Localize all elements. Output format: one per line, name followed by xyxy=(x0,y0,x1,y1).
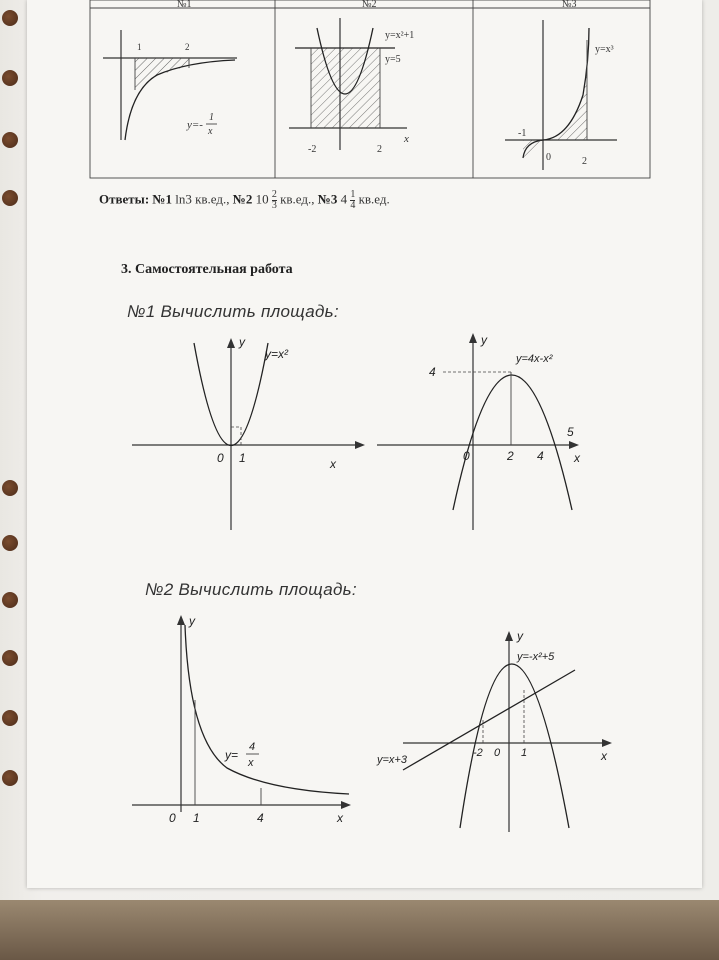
origin-label: 0 xyxy=(463,449,470,463)
shaded-area xyxy=(311,48,380,128)
y-label: y xyxy=(517,629,523,643)
answer-3-whole: 4 xyxy=(340,191,348,207)
binder-hole xyxy=(2,535,18,551)
binder-holes xyxy=(0,0,30,960)
hyperbola-curve xyxy=(185,625,349,794)
fraction-numerator: 1 xyxy=(350,189,356,200)
header-3: №3 xyxy=(562,0,577,10)
tick-1: 1 xyxy=(239,451,246,465)
line-curve xyxy=(403,670,575,770)
fraction-denominator: 3 xyxy=(271,200,277,211)
header-1: №1 xyxy=(177,0,192,10)
origin-label: 0 xyxy=(494,747,501,759)
answer-3-num: №3 xyxy=(317,191,338,207)
eq-parabola: y=x²+1 xyxy=(385,30,415,41)
binder-hole xyxy=(2,650,18,666)
answer-2-whole: 10 xyxy=(255,191,269,207)
y-tick-4: 4 xyxy=(429,365,436,379)
x-axis-arrow xyxy=(569,441,579,449)
answer-3-unit: кв.ед. xyxy=(358,191,390,207)
eq-line: y=5 xyxy=(385,54,401,65)
x-tick-4: 4 xyxy=(257,811,264,825)
table-graph-2 xyxy=(289,18,414,155)
tick-pos: 2 xyxy=(582,156,587,167)
answers-line xyxy=(99,190,619,216)
origin-label: 0 xyxy=(169,811,176,825)
x-label: x xyxy=(404,133,409,145)
eq-num: 1 xyxy=(209,112,214,123)
tick-zero: 0 xyxy=(546,152,551,163)
origin-label: 0 xyxy=(217,451,224,465)
x-axis-arrow xyxy=(602,739,612,747)
table-surface xyxy=(0,898,719,960)
x-label: x xyxy=(337,811,343,825)
x-tick-1: 1 xyxy=(521,747,528,759)
graph-parabola-line xyxy=(376,629,612,832)
binder-hole xyxy=(2,10,18,26)
binder-hole xyxy=(2,70,18,86)
eq-den: x xyxy=(248,757,254,769)
worksheet-page xyxy=(27,0,702,888)
eq-line: y=x+3 xyxy=(377,754,407,766)
eq-cubic: y=x³ xyxy=(595,44,614,55)
x-axis-arrow xyxy=(341,801,351,809)
y-axis-arrow xyxy=(227,338,235,348)
binder-hole xyxy=(2,770,18,786)
parabola-curve xyxy=(460,664,569,828)
binder-hole xyxy=(2,132,18,148)
eq-den: x xyxy=(208,126,213,137)
binder-hole xyxy=(2,592,18,608)
y-axis-arrow xyxy=(177,615,185,625)
answer-2-fraction xyxy=(272,190,277,211)
x-label: x xyxy=(601,749,607,763)
shaded-area-neg xyxy=(523,140,543,158)
tick-pos: 2 xyxy=(377,144,382,155)
eq-prefix: y=- xyxy=(187,119,203,131)
eq-prefix: y= xyxy=(225,748,239,762)
x-tick-5: 5 xyxy=(567,425,574,439)
answer-3-fraction xyxy=(350,190,355,211)
x-tick-4: 4 xyxy=(537,449,544,463)
table-graph-3 xyxy=(505,20,617,170)
label-1: 1 xyxy=(137,42,142,52)
x-tick-2: 2 xyxy=(507,449,514,463)
equation-label: y=x² xyxy=(265,347,289,361)
label-2: 2 xyxy=(185,42,190,52)
binder-hole xyxy=(2,190,18,206)
shaded-area xyxy=(543,40,587,140)
eq-num: 4 xyxy=(249,741,256,753)
x-label: x xyxy=(574,451,580,465)
x-axis-arrow xyxy=(355,441,365,449)
header-2: №2 xyxy=(362,0,377,10)
graph-hyperbola xyxy=(132,614,351,825)
parabola-curve xyxy=(453,375,572,510)
y-label: y xyxy=(189,614,195,628)
x-label: x xyxy=(330,457,336,471)
task-2-title: №2 Вычислить площадь: xyxy=(145,580,357,599)
table-graph-1 xyxy=(103,30,237,140)
tick-neg: -1 xyxy=(518,128,527,139)
section-title: 3. Самостоятельная работа xyxy=(121,262,293,277)
y-label: y xyxy=(481,333,487,347)
answer-1-num: №1 xyxy=(152,191,172,207)
graph-parabola-x2 xyxy=(132,335,365,530)
y-axis-arrow xyxy=(505,631,513,641)
equation-label: y=4x-x² xyxy=(516,353,553,365)
answer-1-value: ln3 кв.ед., xyxy=(175,191,230,207)
x-tick-1: 1 xyxy=(193,811,200,825)
eq-parabola: y=-x²+5 xyxy=(517,651,555,663)
answer-2-unit: кв.ед., xyxy=(280,191,315,207)
x-tick-neg2: -2 xyxy=(473,747,483,759)
task-1-title: №1 Вычислить площадь: xyxy=(127,302,339,321)
fraction-numerator: 2 xyxy=(271,189,277,200)
y-label: y xyxy=(239,335,245,349)
binder-hole xyxy=(2,480,18,496)
fraction-denominator: 4 xyxy=(350,200,356,211)
answer-2-num: №2 xyxy=(232,191,253,207)
tick-neg: -2 xyxy=(308,144,317,155)
graph-parabola-4x xyxy=(377,333,581,530)
binder-hole xyxy=(2,710,18,726)
answers-label: Ответы: xyxy=(99,191,150,207)
page-drawings xyxy=(27,0,702,888)
y-axis-arrow xyxy=(469,333,477,343)
